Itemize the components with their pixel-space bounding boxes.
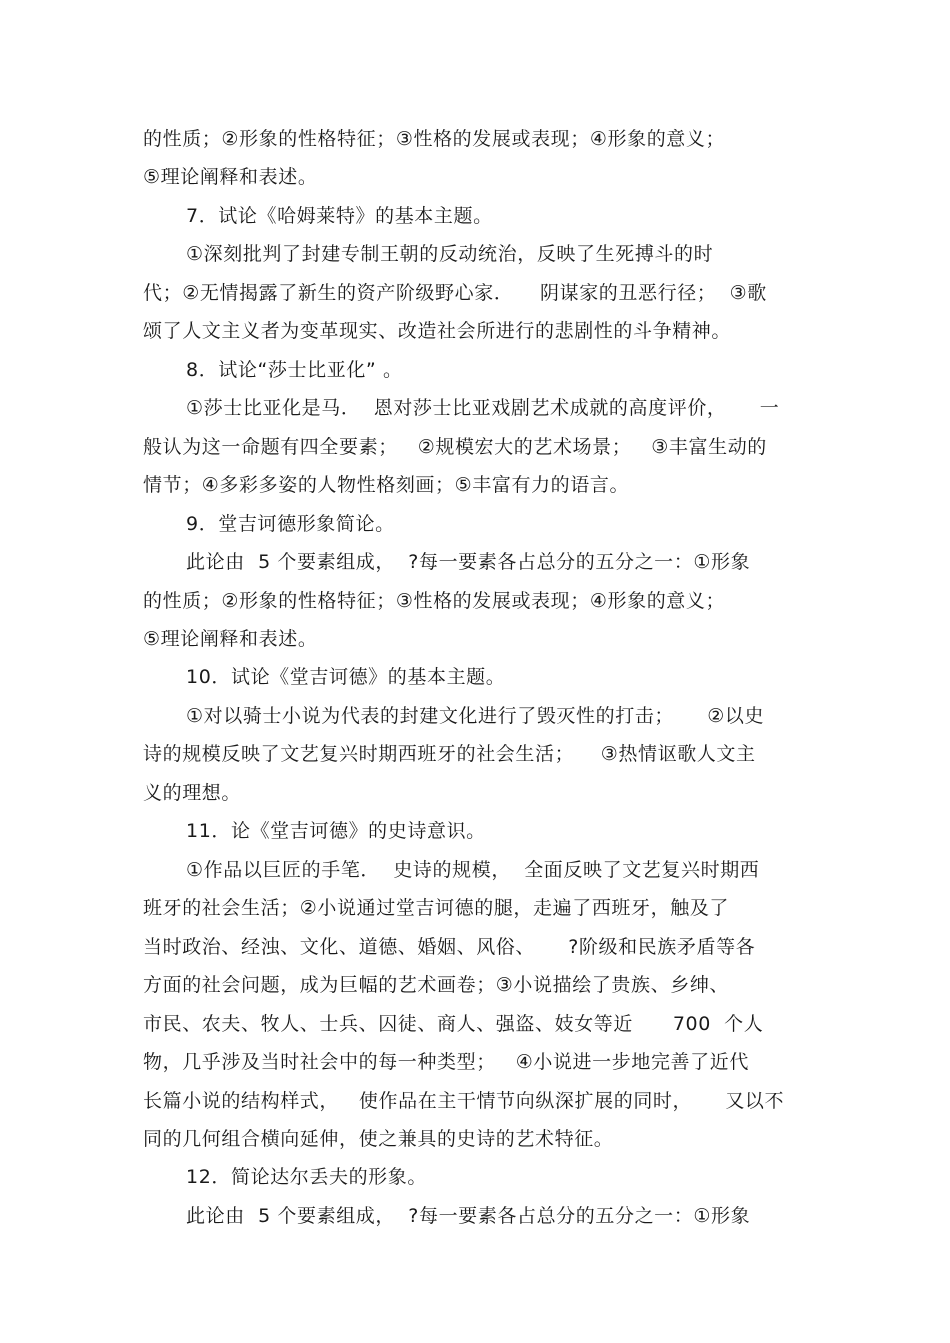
text-line: 颂了人文主义者为变革现实、改造社会所进行的悲剧性的斗争精神。 xyxy=(143,320,732,342)
text-line: 同的几何组合横向延伸，使之兼具的史诗的艺术特征。 xyxy=(143,1128,614,1150)
text-line: 方面的社会问题，成为巨幅的艺术画卷；③小说描绘了贵族、乡绅、 xyxy=(143,974,730,996)
text-line: 班牙的社会生活；②小说通过堂吉诃德的腿，走遍了西班牙，触及了 xyxy=(143,897,730,919)
text-line: 情节；④多彩多姿的人物性格刻画；⑤丰富有力的语言。 xyxy=(143,474,630,496)
question-heading: 7．试论《哈姆莱特》的基本主题。 xyxy=(186,205,493,227)
text-line: 此论由 5 个要素组成， ?每一要素各占总分的五分之一：①形象 xyxy=(186,1205,751,1227)
text-line: 长篇小说的结构样式， 使作品在主干情节向纵深扩展的同时， 又以不 xyxy=(143,1090,785,1112)
question-heading: 9．堂吉诃德形象简论。 xyxy=(186,513,395,535)
text-line: 市民、农夫、牧人、士兵、囚徒、商人、强盗、妓女等近 700 个人 xyxy=(143,1013,764,1035)
text-line: 当时政治、经浊、文化、道德、婚姻、风俗、 ?阶级和民族矛盾等各 xyxy=(143,936,756,958)
question-heading: 11．论《堂吉诃德》的史诗意识。 xyxy=(186,820,486,842)
text-line: ①作品以巨匠的手笔． 史诗的规模， 全面反映了文艺复兴时期西 xyxy=(186,859,760,881)
text-line: 诗的规模反映了文艺复兴时期西班牙的社会生活； ③热情讴歌人文主 xyxy=(143,743,756,765)
text-line: 物，几乎涉及当时社会中的每一种类型； ④小说进一步地完善了近代 xyxy=(143,1051,749,1073)
question-heading: 10．试论《堂吉诃德》的基本主题。 xyxy=(186,666,506,688)
text-line: ①深刻批判了封建专制王朝的反动统治，反映了生死搏斗的时 xyxy=(186,243,714,265)
text-line: 般认为这一命题有四全要素； ②规模宏大的艺术场景； ③丰富生动的 xyxy=(143,436,767,458)
question-heading: 12．简论达尔丢夫的形象。 xyxy=(186,1166,427,1188)
text-line: 义的理想。 xyxy=(143,782,242,804)
text-line: ①莎士比亚化是马． 恩对莎士比亚戏剧艺术成就的高度评价， 一 xyxy=(186,397,780,419)
text-line: 的性质；②形象的性格特征；③性格的发展或表现；④形象的意义； xyxy=(143,590,726,612)
text-line: ①对以骑士小说为代表的封建文化进行了毁灭性的打击； ②以史 xyxy=(186,705,765,727)
text-line: 代；②无情揭露了新生的资产阶级野心家． 阴谋家的丑恶行径； ③歌 xyxy=(143,282,767,304)
text-line: 此论由 5 个要素组成， ?每一要素各占总分的五分之一：①形象 xyxy=(186,551,751,573)
text-line: 的性质；②形象的性格特征；③性格的发展或表现；④形象的意义； xyxy=(143,128,726,150)
question-heading: 8．试论“莎士比亚化” 。 xyxy=(186,359,403,381)
text-line: ⑤理论阐释和表述。 xyxy=(143,628,318,650)
text-line: ⑤理论阐释和表述。 xyxy=(143,166,318,188)
